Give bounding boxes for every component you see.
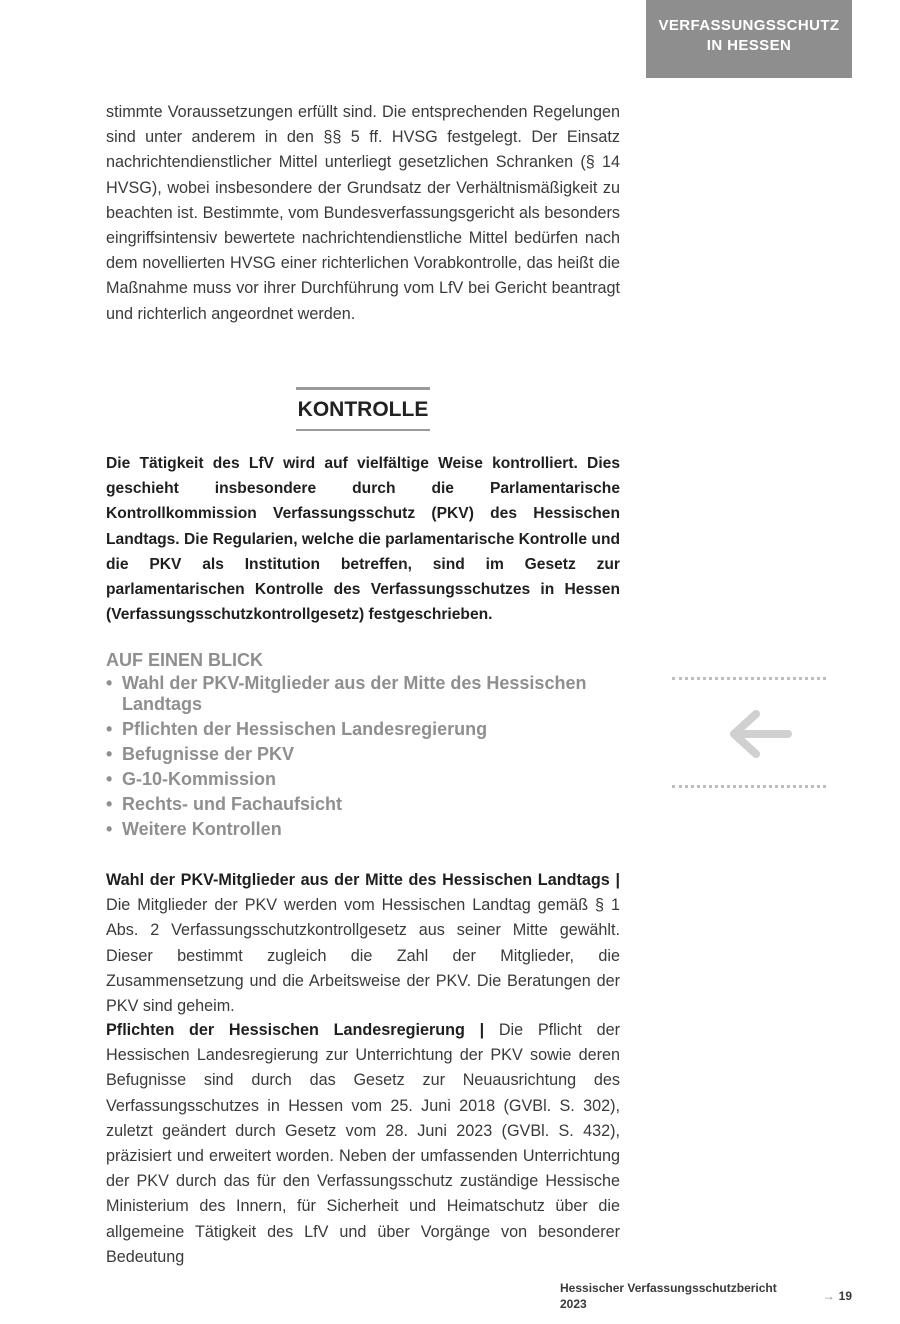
at-a-glance-list	[106, 673, 620, 840]
dotted-divider-top	[672, 677, 826, 680]
at-a-glance-box	[106, 648, 620, 844]
glance-item-supervision: • Rechts- und Fachaufsicht	[106, 794, 343, 814]
paragraph-duties	[106, 1018, 620, 1270]
glance-item-g10: • G-10-Kommission	[106, 769, 277, 789]
arrow-left-icon	[728, 710, 794, 758]
paragraph-lead-in: Pflichten der Hessischen Landesregierung |	[106, 1021, 485, 1039]
at-a-glance-title: AUF EINEN BLICK	[106, 650, 263, 670]
bullet-icon: •	[106, 794, 113, 814]
page-footer	[560, 1280, 852, 1312]
glance-item-powers: • Befugnisse der PKV	[106, 744, 295, 764]
paragraph-election	[106, 868, 620, 1019]
dotted-divider-bottom	[672, 785, 826, 788]
section-tab-line-2: IN HESSEN	[706, 37, 792, 54]
bullet-icon: •	[106, 769, 113, 789]
glance-item-further: • Weitere Kontrollen	[106, 819, 282, 839]
glance-item-election: • Wahl der PKV-Mitglieder aus der Mitte des Hessischen Landtags	[106, 673, 587, 714]
bullet-icon: •	[106, 819, 113, 839]
bullet-icon: •	[106, 744, 113, 764]
report-title: Hessischer Verfassungsschutzbericht 2023	[560, 1281, 777, 1311]
section-title: KONTROLLE	[296, 387, 430, 431]
section-tab	[646, 0, 852, 78]
intro-paragraph: stimmte Voraussetzungen erfüllt sind. Die entsprechenden Regelungen sind unter anderem in den §§ 5 ff. HVSG festgelegt. Der Einsatz nachrichtendienstlicher Mittel unterliegt gesetzlichen Schranken (§ 14 HVSG), wobei insbesondere der Grundsatz der Verhältnismäßigkeit zu beachten ist. Bestimmte, vom Bundesverfassungsgericht als besonders eingriffsintensiv bewertete nachrichtendienstliche Mittel bedürfen nach dem novellierten HVSG einer richterlichen Vorabkontrolle, das heißt die Maßnahme muss vor ihrer Durchführung vom LfV bei Gericht beantragt und richterlich angeordnet werden.	[106, 103, 620, 323]
bullet-icon: •	[106, 719, 113, 739]
section-tab-line-1: VERFASSUNGSSCHUTZ	[658, 17, 840, 34]
arrow-right-icon: →	[822, 1289, 835, 1303]
section-lead-paragraph: Die Tätigkeit des LfV wird auf vielfältige Weise kontrolliert. Dies geschieht insbesondere durch die Parlamentarische Kontrollkommission Verfassungsschutz (PKV) des Hessischen Landtags. Die Regularien, welche die parlamentarische Kontrolle und die PKV als Institution betreffen, sind im Gesetz zur parlamentarischen Kontrolle des Verfassungsschutzes in Hessen (Verfassungsschutzkontrollgesetz) festgeschrieben.	[106, 455, 620, 624]
page-number: 19	[838, 1289, 852, 1303]
glance-item-duties: • Pflichten der Hessischen Landesregierung	[106, 719, 488, 739]
paragraph-text: Die Mitglieder der PKV werden vom Hessischen Landtag gemäß § 1 Abs. 2 Verfassungsschutzkontrollgesetz aus seiner Mitte gewählt. Dieser bestimmt zugleich die Zahl der Mitglieder, die Zusammensetzung und die Arbeitsweise der PKV. Die Beratungen der PKV sind geheim.	[106, 896, 620, 1016]
paragraph-lead-in: Wahl der PKV-Mitglieder aus der Mitte des Hessischen Landtags |	[106, 871, 620, 889]
paragraph-text: Die Pflicht der Hessischen Landesregierung zur Unterrichtung der PKV sowie deren Befugnisse sind durch das Gesetz zur Neuausrichtung des Verfassungsschutzes in Hessen vom 25. Juni 2018 (GVBl. S. 302), zuletzt geändert durch Gesetz vom 28. Juni 2023 (GVBl. S. 432), präzisiert und erweitert worden. Neben der umfassenden Unterrichtung der PKV durch das für den Verfassungsschutz zuständige Hessische Ministerium des Innern, für Sicherheit und Heimatschutz über die allgemeine Tätigkeit des LfV und über Vorgänge von besonderer Bedeutung	[106, 1021, 621, 1266]
bullet-icon: •	[106, 673, 113, 693]
